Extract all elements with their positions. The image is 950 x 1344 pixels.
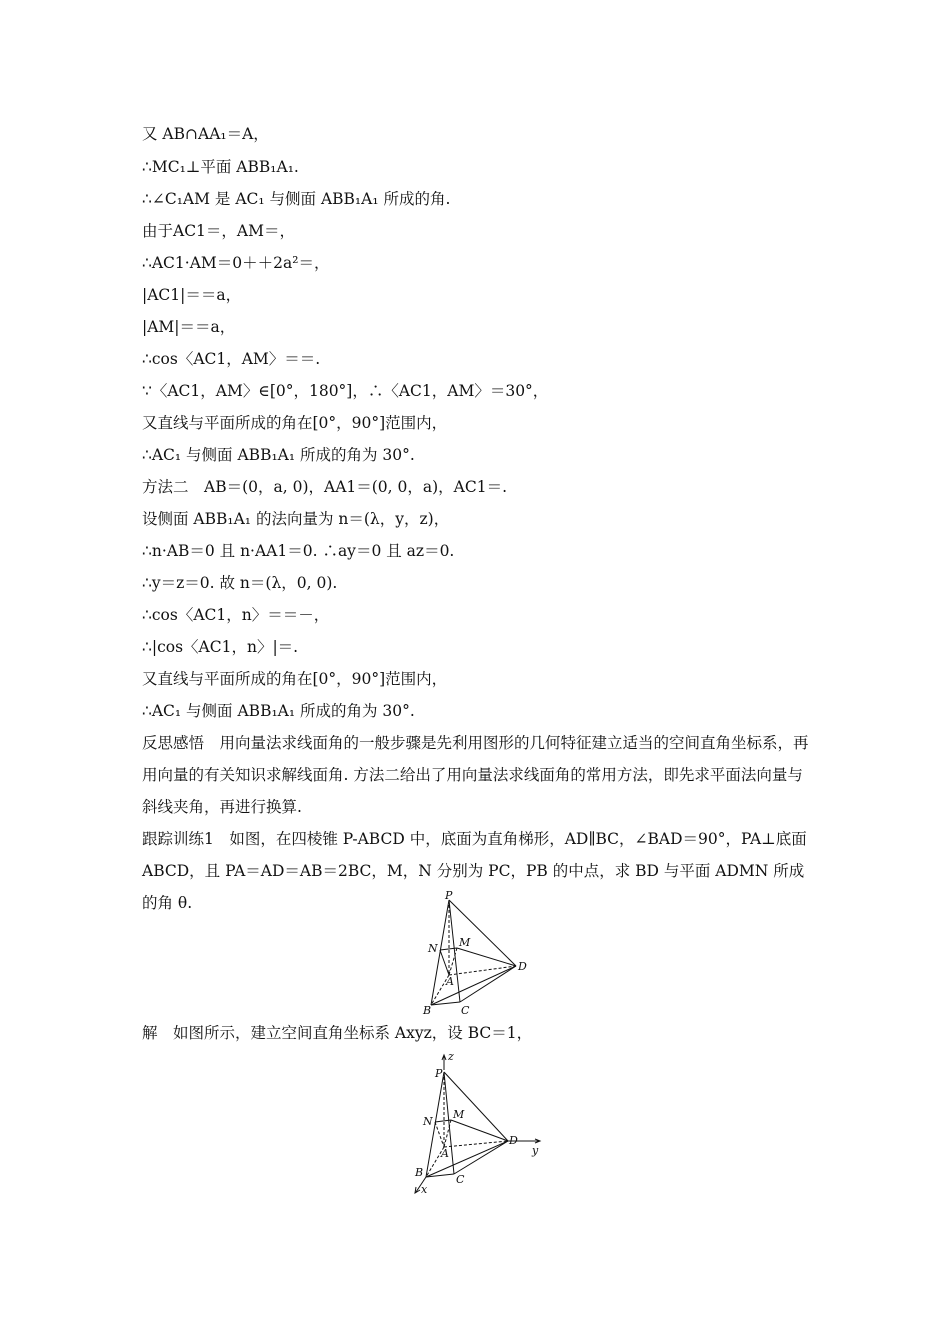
text-line: ∴MC₁⊥平面 ABB₁A₁.: [142, 158, 299, 176]
label-D: D: [509, 1134, 518, 1147]
text-line: ∴n·AB＝0 且 n·AA1＝0. ∴ay＝0 且 az＝0.: [142, 542, 455, 560]
pyramid-figure: [418, 888, 538, 1016]
label-x: x: [421, 1183, 428, 1196]
text-line: ∴y＝z＝0. 故 n＝(λ，0, 0).: [142, 574, 338, 592]
label-M: M: [459, 936, 471, 949]
label-A: A: [441, 1147, 449, 1160]
label-M: M: [453, 1108, 465, 1121]
coordinate-pyramid-figure: [408, 1050, 548, 1200]
text-line: ∵〈AC1，AM〉∈[0°，180°]，∴〈AC1，AM〉＝30°，: [142, 382, 549, 400]
text-line: 设侧面 ABB₁A₁ 的法向量为 n＝(λ，y，z)，: [142, 510, 450, 528]
text-line: 又直线与平面所成的角在[0°，90°]范围内，: [142, 414, 448, 432]
label-P: P: [445, 889, 453, 902]
text-line: 方法二 AB＝(0，a, 0)，AA1＝(0, 0，a)，AC1＝.: [142, 478, 507, 496]
text-line: |AM|＝＝a，: [142, 318, 236, 336]
text-line: ∴cos〈AC1，AM〉＝＝.: [142, 350, 321, 368]
text-line: 由于AC1＝，AM＝，: [142, 222, 295, 240]
text-line: 又直线与平面所成的角在[0°，90°]范围内，: [142, 670, 448, 688]
label-B: B: [415, 1166, 424, 1179]
label-N: N: [423, 1115, 433, 1128]
label-C: C: [461, 1004, 470, 1016]
text-line: 又 AB∩AA₁＝A，: [142, 125, 269, 143]
label-y: y: [532, 1144, 539, 1157]
text-line: ∴|cos〈AC1，n〉|＝.: [142, 638, 299, 656]
exercise-paragraph: 跟踪训练1 如图，在四棱锥 P-ABCD 中，底面为直角梯形，AD∥BC，∠BAD＝90°，PA⊥底面 ABCD，且 PA＝AD＝AB＝2BC，M，N 分别为 PC，PB 的中点，求 BD 与平面 ADMN 所成的角 θ.: [142, 830, 807, 912]
label-z: z: [448, 1050, 454, 1063]
text-line: ∴AC1·AM＝0＋＋2a²＝，: [142, 254, 330, 272]
text-line: ∴AC₁ 与侧面 ABB₁A₁ 所成的角为 30°.: [142, 702, 415, 720]
text-line: ∴AC₁ 与侧面 ABB₁A₁ 所成的角为 30°.: [142, 446, 415, 464]
text-line: |AC1|＝＝a，: [142, 286, 242, 304]
reflection-paragraph: 反思感悟 用向量法求线面角的一般步骤是先利用图形的几何特征建立适当的空间直角坐标系，再用向量的有关知识求解线面角. 方法二给出了用向量法求线面角的常用方法，即先求平面法向量与斜线夹角，再进行换算.: [142, 734, 809, 816]
text-line: ∴∠C₁AM 是 AC₁ 与侧面 ABB₁A₁ 所成的角.: [142, 190, 451, 208]
label-P: P: [435, 1067, 443, 1080]
label-C: C: [456, 1173, 465, 1186]
label-B: B: [423, 1004, 432, 1016]
solution-line: 解 如图所示，建立空间直角坐标系 Axyz，设 BC＝1，: [142, 1024, 533, 1042]
label-D: D: [518, 960, 527, 973]
label-A: A: [446, 975, 454, 988]
label-N: N: [428, 942, 438, 955]
text-line: ∴cos〈AC1，n〉＝＝－，: [142, 606, 330, 624]
